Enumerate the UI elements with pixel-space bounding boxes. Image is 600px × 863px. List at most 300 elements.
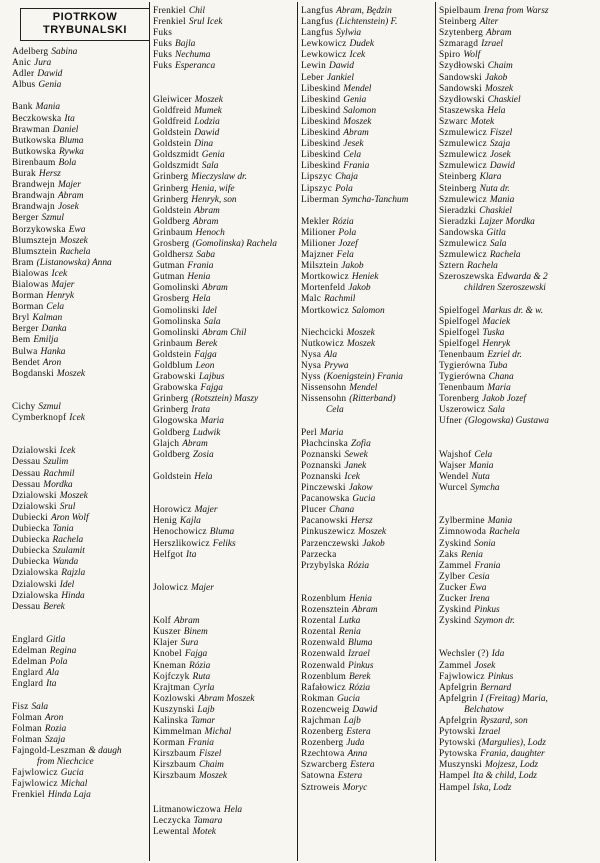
surname: Knobel xyxy=(153,649,182,660)
given-name: Hersz xyxy=(38,169,61,180)
given-name: (Listanowska) Anna xyxy=(36,257,112,268)
name-entry xyxy=(439,250,597,261)
blank-line xyxy=(153,794,296,805)
surname: Goldblum xyxy=(153,361,193,371)
name-entry xyxy=(153,317,296,328)
name-entry xyxy=(439,139,597,150)
surname: Edelman xyxy=(12,646,47,657)
surname: Lipszyc xyxy=(301,183,333,194)
name-entry xyxy=(301,450,434,461)
given-name: Maria xyxy=(487,383,511,394)
name-entry xyxy=(439,416,597,427)
name-entry xyxy=(12,413,148,424)
given-name: Dawid xyxy=(489,161,515,172)
surname: Brandwajn xyxy=(12,202,55,213)
surname: Borman xyxy=(12,302,44,313)
name-list xyxy=(301,6,434,794)
given-name: Mania xyxy=(35,102,61,113)
blank-line xyxy=(153,605,296,616)
name-entry xyxy=(12,369,148,380)
given-name: Hinda xyxy=(61,590,85,601)
given-name: Abram Moszek xyxy=(198,693,255,704)
surname: Sandowska xyxy=(439,227,484,238)
name-entry xyxy=(12,580,148,591)
name-entry xyxy=(12,347,148,358)
given-name: Ewa xyxy=(469,582,487,593)
surname: Goldstein xyxy=(153,205,192,216)
name-entry xyxy=(153,50,296,61)
name-entry xyxy=(301,383,434,394)
surname: Milsztein xyxy=(301,261,339,272)
name-entry xyxy=(12,635,148,646)
name-entry xyxy=(439,128,597,139)
name-entry xyxy=(301,328,434,339)
name-entry xyxy=(439,572,597,583)
surname: Lewin xyxy=(301,61,326,72)
given-name: Icek xyxy=(51,268,68,279)
surname: Fuks xyxy=(153,28,173,39)
name-list xyxy=(153,6,296,838)
name-entry xyxy=(301,516,434,527)
given-name: Mordka xyxy=(43,479,73,490)
name-entry xyxy=(153,328,296,339)
given-name: Berek xyxy=(43,601,65,612)
name-column-4 xyxy=(439,6,597,794)
given-name: Genia xyxy=(343,94,367,105)
surname: Anic xyxy=(12,58,32,69)
surname: Englard xyxy=(12,668,44,679)
given-name: Wolf xyxy=(463,50,481,61)
surname: Lipszyc xyxy=(301,172,333,183)
given-name: Zosia xyxy=(192,449,214,460)
blank-line xyxy=(153,461,296,472)
surname: Gomolinska xyxy=(153,316,201,327)
given-name: Jura xyxy=(34,58,52,69)
name-entry xyxy=(153,428,296,439)
name-entry xyxy=(439,527,597,538)
given-name: Pinkus xyxy=(474,605,500,616)
name-entry xyxy=(301,505,434,516)
surname: Dzialowski xyxy=(12,579,57,590)
given-name: Kajla xyxy=(179,516,201,527)
given-name: Fiszel xyxy=(489,128,513,139)
given-name: Frania, daughter xyxy=(480,749,545,760)
name-entry xyxy=(12,114,148,125)
name-entry xyxy=(439,350,597,361)
given-name: Izrael xyxy=(478,727,501,738)
surname: Kirszbaum xyxy=(153,760,196,771)
surname: Libeskind xyxy=(301,94,341,105)
name-entry xyxy=(301,372,434,383)
surname: Folman xyxy=(12,723,42,734)
surname: Dubiecki xyxy=(12,512,48,523)
given-name: Hela xyxy=(223,804,243,815)
surname: Spiro xyxy=(439,50,461,61)
given-name: Aron Wolf xyxy=(50,512,89,523)
given-name: Sala xyxy=(203,316,221,327)
name-entry xyxy=(301,428,434,439)
surname: Tenenbaum xyxy=(439,349,485,360)
name-entry xyxy=(153,372,296,383)
surname: Ufner xyxy=(439,416,462,427)
blank-line xyxy=(301,416,434,427)
given-name: Josek xyxy=(474,660,496,671)
name-entry xyxy=(12,258,148,269)
name-entry xyxy=(12,47,148,58)
name-entry xyxy=(153,405,296,416)
surname: Apfelgrin xyxy=(439,716,478,726)
given-name: Estera xyxy=(346,727,371,738)
name-entry xyxy=(153,17,296,28)
surname: Tenenbaum xyxy=(439,383,485,394)
name-entry xyxy=(12,735,148,746)
given-name: Abram xyxy=(343,128,369,139)
surname: Mortkowicz xyxy=(301,305,349,316)
surname: Majzner xyxy=(301,250,334,261)
given-name: Fajga xyxy=(200,383,223,394)
given-name: Kalman xyxy=(32,313,63,324)
given-name xyxy=(172,28,175,38)
surname: Frenkiel xyxy=(153,6,186,16)
given-name: Mendel xyxy=(349,383,378,394)
name-entry xyxy=(439,605,597,616)
given-name: Fiszel xyxy=(198,749,222,760)
name-entry xyxy=(153,228,296,239)
blank-line xyxy=(12,613,148,624)
given-name: Frania xyxy=(343,161,370,172)
given-name: Rachmil xyxy=(43,468,75,479)
given-name: Frania xyxy=(474,560,501,571)
given-name: Icek xyxy=(59,446,76,457)
surname: Szmulewicz xyxy=(439,250,487,261)
name-entry xyxy=(153,416,296,427)
given-name: Szymon dr. xyxy=(474,616,515,627)
blank-line xyxy=(439,638,597,649)
name-entry xyxy=(12,446,148,457)
name-entry xyxy=(439,239,597,250)
blank-line xyxy=(439,627,597,638)
given-name: Salomon xyxy=(351,305,385,316)
name-entry xyxy=(12,402,148,413)
given-name: Klara xyxy=(479,172,502,183)
name-entry xyxy=(301,250,434,261)
surname: Zucker xyxy=(439,593,467,604)
surname: Libeskind xyxy=(301,116,341,127)
given-name: (Rotsztein) Maszy xyxy=(191,394,259,405)
name-entry xyxy=(153,61,296,72)
given-name: Gucia xyxy=(352,494,376,505)
name-entry xyxy=(153,95,296,106)
surname: Nutkowicz xyxy=(301,338,344,349)
name-entry xyxy=(12,491,148,502)
name-entry xyxy=(12,657,148,668)
name-entry xyxy=(12,213,148,224)
surname: Herszlikowicz xyxy=(153,538,210,549)
name-entry xyxy=(12,646,148,657)
surname: Dzialowski xyxy=(12,501,57,512)
name-entry xyxy=(301,184,434,195)
name-entry xyxy=(301,261,434,272)
surname: Dessau xyxy=(12,468,41,479)
surname: Kojfczyk xyxy=(153,671,190,682)
given-name: Markus dr. & w. xyxy=(482,305,544,316)
surname: Dessau xyxy=(12,457,41,468)
given-name: Abram xyxy=(174,616,200,627)
name-entry xyxy=(12,358,148,369)
name-entry xyxy=(301,694,434,705)
name-entry xyxy=(439,705,597,716)
surname: Poznanski xyxy=(301,449,342,460)
name-entry xyxy=(12,602,148,613)
surname: Szmulewicz xyxy=(439,150,487,161)
name-entry xyxy=(153,805,296,816)
given-name: Abram Chil xyxy=(202,327,247,338)
name-entry xyxy=(153,361,296,372)
name-entry xyxy=(439,783,597,794)
surname: Gutman xyxy=(153,261,185,272)
given-name: Hanka xyxy=(40,346,66,357)
given-name: Motek xyxy=(192,826,216,837)
surname: Goldstein xyxy=(153,128,192,139)
surname: Goldberg xyxy=(153,216,190,227)
surname: Szeroszewska xyxy=(439,272,494,283)
given-name: Abram xyxy=(352,605,378,616)
given-name: Zofia xyxy=(350,438,371,449)
name-entry xyxy=(301,738,434,749)
given-name: Jesek xyxy=(343,139,364,150)
given-name: Henryk, son xyxy=(191,194,237,205)
surname: Spielfogel xyxy=(439,305,480,316)
blank-line xyxy=(12,424,148,435)
name-entry xyxy=(439,483,597,494)
name-entry xyxy=(439,405,597,416)
surname: Parzecka xyxy=(301,549,337,560)
given-name: Nuta dr. xyxy=(479,183,510,194)
name-entry xyxy=(301,95,434,106)
given-name: Majer xyxy=(190,582,214,593)
blank-line xyxy=(301,583,434,594)
given-name: Mania xyxy=(487,516,513,527)
name-entry xyxy=(153,694,296,705)
blank-line xyxy=(12,690,148,701)
town-heading-line-2: TRYBUNALSKI xyxy=(43,24,127,36)
surname: Dubiecka xyxy=(12,557,50,568)
name-entry xyxy=(153,250,296,261)
surname: Langfus xyxy=(301,28,334,39)
surname: Tygierówna xyxy=(439,372,486,383)
town-heading-line-1: PIOTRKOW xyxy=(52,11,118,23)
given-name: Pola xyxy=(49,657,68,668)
name-entry xyxy=(12,568,148,579)
given-name: Ezriel dr. xyxy=(487,349,522,360)
given-name: Henia, wife xyxy=(191,183,235,194)
name-entry xyxy=(439,28,597,39)
given-name: Moszek xyxy=(59,235,88,246)
surname: Folman xyxy=(12,712,42,723)
surname: Bialowas xyxy=(12,268,49,279)
given-name: Abram xyxy=(182,438,208,449)
name-entry xyxy=(153,583,296,594)
surname: Pacanowska xyxy=(301,494,350,505)
given-name: Josek xyxy=(57,202,79,213)
given-name: Szaja xyxy=(44,734,66,745)
name-entry xyxy=(439,228,597,239)
surname: Goldstein xyxy=(153,471,192,482)
surname: Grinberg xyxy=(153,183,189,194)
name-entry xyxy=(439,150,597,161)
given-name: Cela xyxy=(326,405,344,416)
surname: Płachcinska xyxy=(301,438,348,449)
name-entry xyxy=(153,128,296,139)
given-name: Gucia xyxy=(336,693,360,704)
name-entry xyxy=(439,539,597,550)
surname: Helfgot xyxy=(153,549,184,560)
given-name: Pinkus xyxy=(347,660,374,671)
surname: Kuszynski xyxy=(153,704,195,715)
name-entry xyxy=(301,439,434,450)
surname: Goldszmidt xyxy=(153,161,199,172)
surname: Rafałowicz xyxy=(301,682,346,693)
name-entry xyxy=(439,61,597,72)
name-entry xyxy=(439,161,597,172)
name-entry xyxy=(153,283,296,294)
given-name: Ala xyxy=(324,349,338,360)
surname: Bulwa xyxy=(12,346,38,357)
name-entry xyxy=(153,306,296,317)
given-name: Moszek xyxy=(56,368,86,379)
surname: Grinbaum xyxy=(153,338,193,349)
name-entry xyxy=(439,661,597,672)
given-name: & daugh xyxy=(88,745,122,756)
name-entry xyxy=(439,39,597,50)
surname: Albus xyxy=(12,80,36,91)
name-entry xyxy=(301,783,434,794)
given-name: Tamar xyxy=(190,716,216,726)
surname: Goldberg xyxy=(153,449,190,460)
name-entry xyxy=(153,472,296,483)
surname: Poznanski xyxy=(301,460,342,471)
name-entry xyxy=(12,58,148,69)
surname: Glogowska xyxy=(153,416,198,427)
name-entry xyxy=(153,139,296,150)
given-name: Pola xyxy=(338,227,357,238)
given-name: Michal xyxy=(204,727,232,738)
surname: Frenkiel xyxy=(153,17,186,28)
surname: Rozenblum xyxy=(301,671,347,682)
name-entry xyxy=(301,84,434,95)
given-name: Abram xyxy=(57,191,84,202)
surname: Satowna xyxy=(301,771,335,782)
name-entry xyxy=(153,350,296,361)
surname: Goldfreid xyxy=(153,105,192,116)
given-name: Nuta xyxy=(471,471,490,482)
surname: Grosberg xyxy=(153,294,190,305)
given-name: I (Freitag) Maria, xyxy=(480,693,548,704)
surname: Horowicz xyxy=(153,505,192,516)
surname: Krajtman xyxy=(153,682,191,693)
given-name: Szulamit xyxy=(52,546,85,557)
name-entry xyxy=(301,172,434,183)
given-name: Chaskiel xyxy=(479,205,513,216)
surname: Steinberg xyxy=(439,172,477,183)
given-name: Chana xyxy=(329,505,355,516)
given-name: Daniel xyxy=(52,124,79,135)
name-entry xyxy=(153,749,296,760)
surname: Korman xyxy=(153,738,185,749)
name-entry xyxy=(301,605,434,616)
surname: Dubiecka xyxy=(12,535,50,546)
name-entry xyxy=(301,50,434,61)
given-name: Idel xyxy=(59,579,75,590)
surname: Dzialowski xyxy=(12,446,57,457)
surname: Przybylska xyxy=(301,560,345,571)
name-entry xyxy=(301,627,434,638)
surname: Adler xyxy=(12,69,35,80)
surname: Steinberg xyxy=(439,183,477,194)
name-entry xyxy=(12,779,148,790)
surname: Libeskind xyxy=(301,83,341,94)
given-name: Jozef xyxy=(338,238,358,249)
given-name: Leon xyxy=(195,361,215,371)
surname: Pinkuszewicz xyxy=(301,527,355,538)
name-entry xyxy=(439,272,597,283)
given-name: Sura xyxy=(180,638,199,649)
blank-line xyxy=(301,572,434,583)
given-name: Genia xyxy=(201,150,225,161)
given-name: Ita xyxy=(64,113,75,124)
name-entry xyxy=(12,502,148,513)
given-name: Jakob xyxy=(484,72,508,83)
name-entry xyxy=(439,6,597,17)
name-entry xyxy=(153,539,296,550)
given-name: Juda xyxy=(346,738,365,749)
given-name: Henryk xyxy=(46,291,74,302)
surname: Sandowski xyxy=(439,83,482,94)
given-name: Fajga xyxy=(184,649,208,660)
given-name: Ita xyxy=(186,549,197,560)
surname: Nissensohn xyxy=(301,383,347,394)
name-entry xyxy=(153,6,296,17)
surname: Fuks xyxy=(153,39,173,50)
surname: Klajer xyxy=(153,638,178,649)
given-name: Moszek xyxy=(194,94,223,105)
given-name: (Margulies), Lodz xyxy=(478,738,546,749)
given-name: Lajb xyxy=(197,704,215,715)
given-name: Lodzia xyxy=(194,116,220,127)
name-entry xyxy=(301,339,434,350)
name-entry xyxy=(153,738,296,749)
name-entry xyxy=(153,206,296,217)
surname: Berger xyxy=(12,324,39,335)
name-entry xyxy=(153,117,296,128)
name-entry xyxy=(439,516,597,527)
surname: Adelberg xyxy=(12,47,49,57)
given-name: Pola xyxy=(335,183,353,194)
given-name: Rózia xyxy=(348,682,371,693)
surname: Szydłowski xyxy=(439,94,485,105)
given-name: Majer xyxy=(194,505,218,516)
name-entry xyxy=(153,661,296,672)
name-entry xyxy=(12,102,148,113)
surname: Berger xyxy=(12,213,39,224)
name-entry xyxy=(439,672,597,683)
surname: Szmulewicz xyxy=(439,139,487,150)
name-entry xyxy=(12,679,148,690)
name-entry xyxy=(153,616,296,627)
surname: Dzialowska xyxy=(12,590,59,601)
surname: Apfelgrin xyxy=(439,693,478,704)
given-name: Lajzer Mordka xyxy=(479,216,535,227)
